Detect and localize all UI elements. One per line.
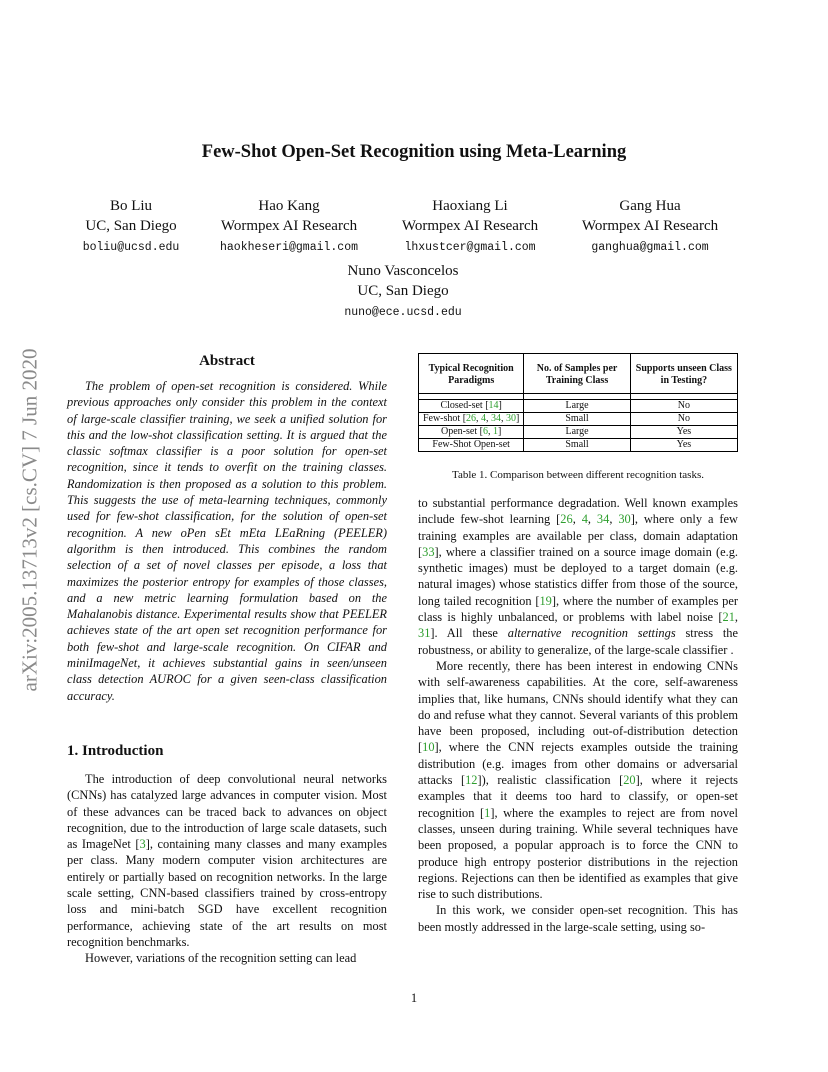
table-cell-samples: Small	[524, 439, 630, 452]
author-affiliation: Wormpex AI Research	[581, 218, 719, 234]
table-cell-unseen: No	[630, 400, 737, 413]
body-paragraph: to substantial performance degradation. Well known examples include few-shot learning [26, 4, 34, 30], where only a few training examples are available per class, domain adaptation [33], where a classifier trained on a source image domain (e.g. synthetic images) must be deployed to a target domain (e.g. natural images) whose statistics differ from those of the source, long tailed recognition [19], where the number of examples per class is highly unbalanced, or problems with label noise [21, 31]. All these alternative recognition settings stress the robustness, or ability to generalize, of the large-scale classifier .	[418, 496, 738, 657]
table-cell-unseen: Yes	[630, 439, 737, 452]
citation-link[interactable]: 30	[618, 512, 631, 527]
author-email: ganghua@gmail.com	[591, 241, 709, 254]
author-name: Nuno Vasconcelos	[347, 263, 459, 279]
author-email: haokheseri@gmail.com	[219, 241, 359, 254]
table-row	[419, 426, 738, 439]
author-email: nuno@ece.ucsd.edu	[344, 306, 462, 319]
introduction-body	[67, 771, 387, 967]
citation-link[interactable]: 12	[465, 773, 478, 788]
page-number: 1	[410, 991, 418, 1005]
paper-title: Few-Shot Open-Set Recognition using Meta-Learning	[201, 142, 627, 162]
author-block-4	[555, 196, 745, 258]
citation-link[interactable]: 3	[139, 837, 146, 852]
citation-link[interactable]: 14	[488, 400, 499, 411]
intro-paragraph-2: However, variations of the recognition setting can lead	[85, 951, 357, 966]
table-cell-paradigm: Few-shot [26, 4, 34, 30]	[419, 413, 524, 426]
citation-link[interactable]: 6	[482, 426, 488, 437]
table-header-cell: No. of Samples per Training Class	[524, 354, 630, 394]
table-header-row	[419, 354, 738, 394]
table-row	[419, 439, 738, 452]
table-cell-unseen: Yes	[630, 426, 737, 439]
abstract-heading: Abstract	[199, 353, 255, 369]
citation-link[interactable]: 21	[722, 610, 735, 625]
author-affiliation: Wormpex AI Research	[401, 218, 539, 234]
citation-link[interactable]: 33	[422, 544, 435, 559]
body-paragraph: More recently, there has been interest in endowing CNNs with self-awareness capabilities. At the core, self-awareness implies that, like humans, CNNs should identify what they can do and refuse what they cannot. Several variants of this problem have been proposed, including out-of-distribution detection [10], where the CNN rejects examples outside the training distribution (e.g. images from other domains or adversarial attacks [12]), realistic classification [20], where it rejects examples that it deems too hard to classify, or open-set recognition [1], where the examples to reject are from novel classes, unseen during training. While several techniques have been proposed, a popular approach is to force the CNN to produce high entropy posterior distributions in the rejection regions. Rejections can then be identified as examples that give rise to such distributions.	[418, 658, 739, 902]
table-cell-unseen: No	[630, 413, 737, 426]
citation-link[interactable]: 1	[484, 805, 491, 820]
arxiv-identifier: arXiv:2005.13713v2 [cs.CV] 7 Jun 2020	[17, 348, 42, 692]
emphasized-text: alternative recognition settings	[507, 626, 676, 641]
body-paragraph: In this work, we consider open-set recognition. This has been mostly addressed in the large-scale setting, using so-	[418, 903, 738, 934]
author-name: Bo Liu	[109, 198, 153, 214]
author-block-5	[308, 261, 498, 323]
table-row	[419, 400, 738, 413]
author-affiliation: UC, San Diego	[357, 283, 449, 299]
author-email: lhxustcer@gmail.com	[404, 241, 536, 254]
table-cell-samples: Small	[524, 413, 630, 426]
author-name: Haoxiang Li	[432, 198, 508, 214]
citation-link[interactable]: 10	[422, 740, 435, 755]
abstract-paragraph: The problem of open-set recognition is considered. While previous approaches only consider this problem in the context of large-scale classifier training, we seek a unified solution for this and the low-shot classification setting. It is argued that the classic softmax classifier is a poor solution for open-set recognition, since it tends to overfit on the training classes. Randomization is then proposed as a solution to this problem. This suggests the use of meta-learning techniques, commonly used for few-shot classification, for the solution of open-set recognition. A new oPen sEt mEta LEaRning (PEELER) algorithm is then introduced. This combines the random selection of a set of novel classes per episode, a loss that maximizes the posterior entropy for examples of those classes, and a new metric learning formulation based on the Mahalanobis distance. Experimental results show that PEELER achieves state of the art open set recognition performance for both few-shot and large-scale recognition. On CIFAR and miniImageNet, it achieves substantial gains in seen/unseen class detection AUROC for a given seen-class classification accuracy.	[67, 379, 387, 703]
intro-paragraph-1: The introduction of deep convolutional neural networks (CNNs) has catalyzed large advances in computer vision. Most of these advances can be traced back to advances on object recognition, due to the introduction of large scale datasets, such as ImageNet [3], containing many classes and many examples per class. Many modern computer vision architectures are entirely or partially based on recognition networks. In the large scale setting, CNN-based classifiers trained by cross-entropy loss and mini-batch SGD have excellent recognition performance, achieving state of the art results on most recognition benchmarks.	[67, 772, 387, 949]
table-cell-paradigm: Open-set [6, 1]	[419, 426, 524, 439]
author-email: boliu@ucsd.edu	[82, 241, 180, 254]
table-cell-paradigm: Closed-set [14]	[419, 400, 524, 413]
table-header-cell: Typical Recognition Paradigms	[419, 354, 524, 394]
citation-link[interactable]: 26	[466, 413, 477, 424]
table-cell-samples: Large	[524, 426, 630, 439]
table-header-cell: Supports unseen Class in Testing?	[630, 354, 737, 394]
author-name: Gang Hua	[619, 198, 681, 214]
citation-link[interactable]: 1	[492, 426, 498, 437]
comparison-table	[418, 353, 738, 452]
author-affiliation: Wormpex AI Research	[220, 218, 358, 234]
section-heading-introduction: 1. Introduction	[67, 743, 164, 759]
author-affiliation: UC, San Diego	[85, 218, 177, 234]
citation-link[interactable]: 34	[491, 413, 502, 424]
table-cell-paradigm: Few-Shot Open-set	[419, 439, 524, 452]
author-block-3	[375, 196, 565, 258]
author-block-2	[194, 196, 384, 258]
citation-link[interactable]: 4	[481, 413, 487, 424]
abstract-body	[67, 378, 387, 704]
citation-link[interactable]: 19	[539, 593, 552, 608]
citation-link[interactable]: 34	[596, 512, 610, 527]
author-name: Hao Kang	[258, 198, 320, 214]
table-cell-samples: Large	[524, 400, 630, 413]
citation-link[interactable]: 30	[506, 413, 517, 424]
citation-link[interactable]: 26	[560, 512, 573, 527]
citation-link[interactable]: 31	[418, 626, 431, 641]
table-row	[419, 413, 738, 426]
right-column-body	[418, 495, 738, 935]
table-caption: Table 1. Comparison between different recognition tasks.	[452, 469, 704, 481]
citation-link[interactable]: 4	[581, 512, 588, 527]
citation-link[interactable]: 20	[623, 773, 636, 788]
